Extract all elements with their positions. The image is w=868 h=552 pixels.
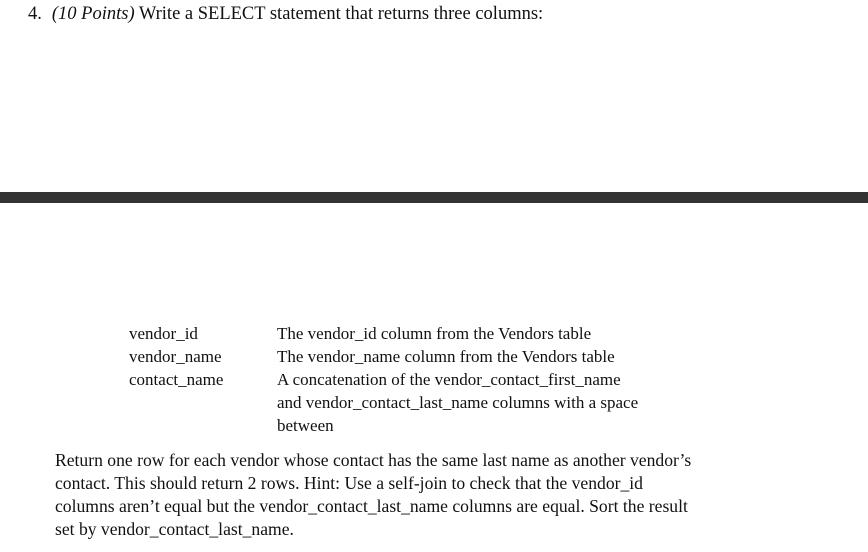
instructions-line: Return one row for each vendor whose contact has the same last name as another vendor’s (55, 450, 692, 470)
description-line: The vendor_name column from the Vendors table (277, 347, 615, 366)
table-row (129, 345, 697, 368)
instructions-paragraph (55, 449, 795, 541)
column-description (277, 322, 697, 345)
question-number: 4. (28, 4, 42, 24)
column-description (277, 368, 697, 437)
table-row (129, 322, 697, 345)
column-name: vendor_name (129, 347, 222, 366)
instructions-line: set by vendor_contact_last_name. (55, 519, 294, 539)
question-header (28, 2, 543, 26)
instructions-line: columns aren’t equal but the vendor_contact_last_name columns are equal. Sort the result (55, 496, 688, 516)
description-line: A concatenation of the vendor_contact_first_name (277, 370, 621, 389)
instructions-line: contact. This should return 2 rows. Hint: Use a self-join to check that the vendor_id (55, 473, 643, 493)
column-name: vendor_id (129, 324, 198, 343)
description-line: and vendor_contact_last_name columns with a space (277, 393, 639, 412)
columns-table (129, 322, 697, 437)
description-line: between (277, 416, 334, 435)
description-line: The vendor_id column from the Vendors table (277, 324, 592, 343)
table-row (129, 368, 697, 437)
column-description (277, 345, 697, 368)
question-points: (10 Points) (51, 4, 135, 24)
section-divider (0, 192, 868, 203)
question-prompt: Write a SELECT statement that returns three columns: (138, 4, 544, 24)
column-name: contact_name (129, 370, 224, 389)
